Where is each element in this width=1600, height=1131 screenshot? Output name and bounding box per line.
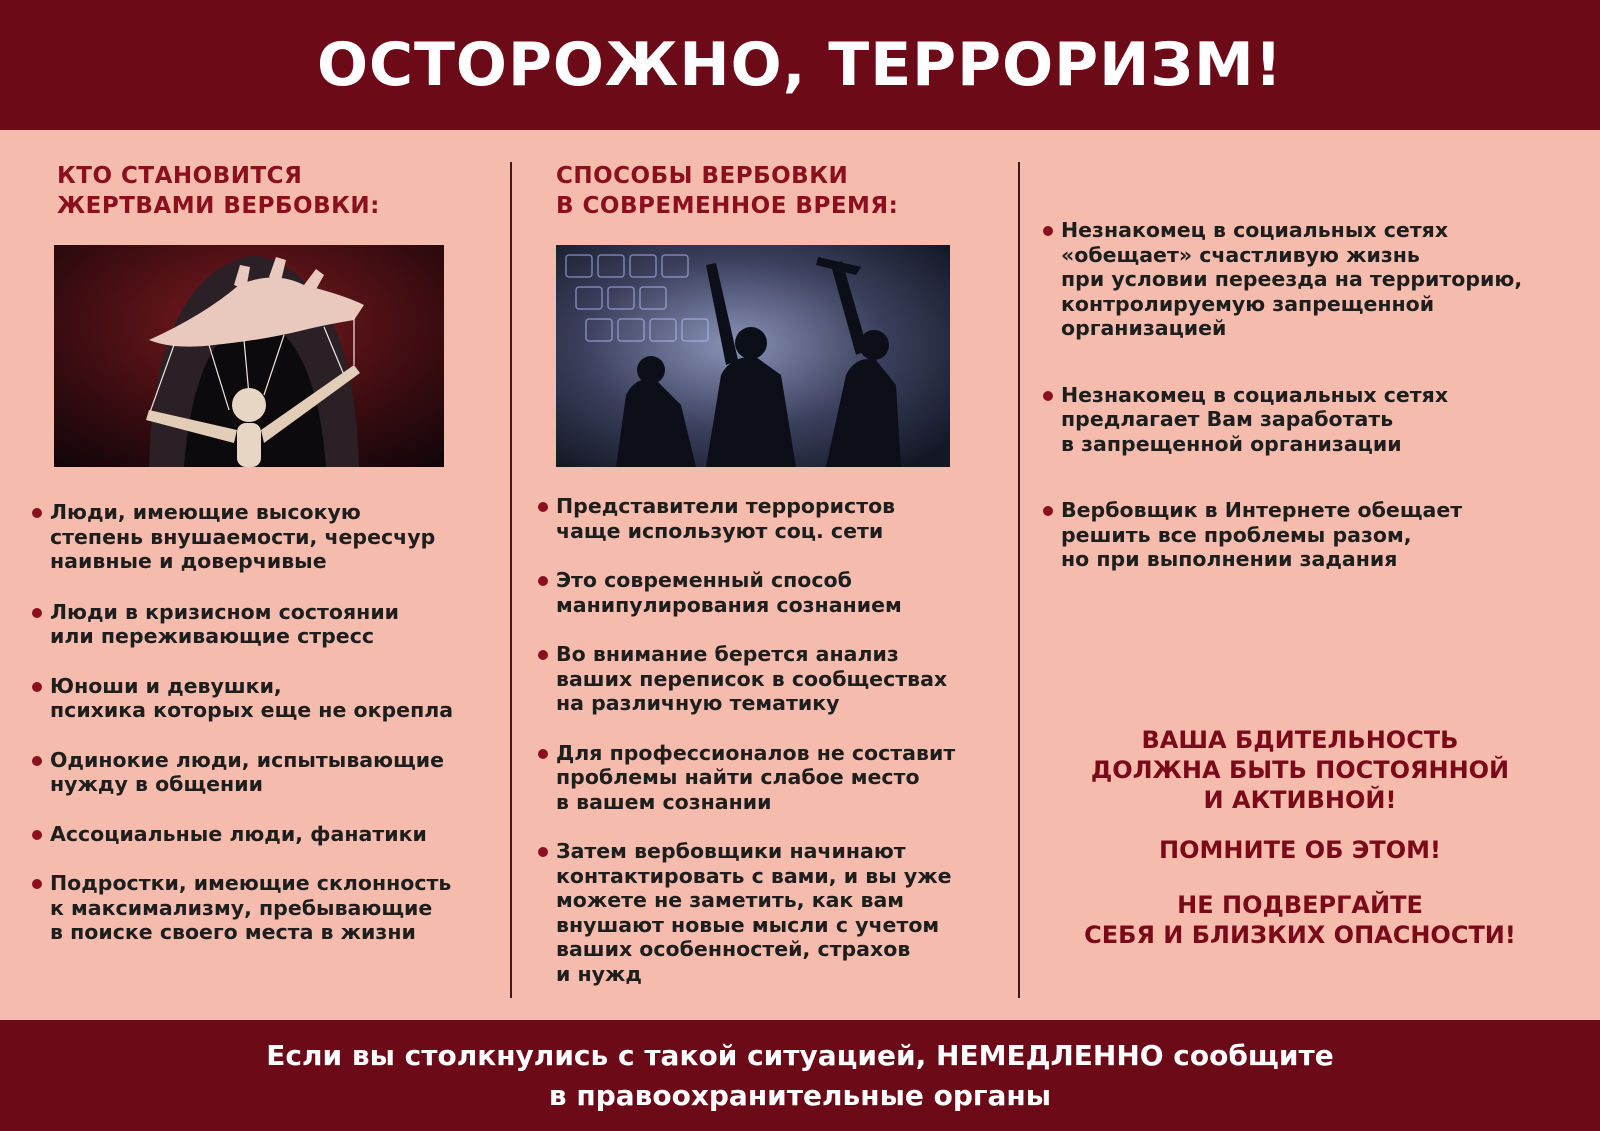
column-divider-left [510, 162, 512, 998]
list-item: Это современный способ манипулирования сознанием [538, 568, 1008, 617]
footer-line2: в правоохранительные органы [548, 1078, 1052, 1112]
col2-title-line1: СПОСОБЫ ВЕРБОВКИ [556, 163, 849, 189]
list-item: Незнакомец в социальных сетях предлагает Вам заработать в запрещенной организации [1043, 383, 1588, 457]
warning-line1: ВАША БДИТЕЛЬНОСТЬ [1141, 726, 1459, 754]
list-item: Для профессионалов не составит проблемы найти слабое место в вашем сознании [538, 741, 1008, 815]
list-item: Затем вербовщики начинают контактировать с вами, и вы уже можете не заметить, как вам внушают новые мысли с учетом ваших особенностей, страхов и нужд [538, 839, 1008, 986]
header-banner [0, 0, 1600, 130]
footer-banner [0, 1020, 1600, 1131]
col1-title-line2: ЖЕРТВАМИ ВЕРБОВКИ: [57, 193, 380, 219]
list-item: Подростки, имеющие склонность к максимализму, пребывающие в поиске своего места в жизни [32, 871, 507, 945]
puppet-master-image [54, 245, 444, 467]
col2-title-line2: В СОВРЕМЕННОЕ ВРЕМЯ: [556, 193, 899, 219]
col1-title [57, 161, 380, 221]
warning-line2: ДОЛЖНА БЫТЬ ПОСТОЯННОЙ [1090, 756, 1510, 784]
list-item: Одинокие люди, испытывающие нужду в общении [32, 748, 507, 797]
remember-text: ПОМНИТЕ ОБ ЭТОМ! [1159, 836, 1441, 864]
warning-line3: И АКТИВНОЙ! [1203, 786, 1397, 814]
danger-warning [1050, 890, 1550, 950]
list-item: Юноши и девушки, психика которых еще не окрепла [32, 674, 507, 723]
remember-notice [1050, 835, 1550, 865]
col1-title-line1: КТО СТАНОВИТСЯ [57, 163, 303, 189]
list-item: Люди, имеющие высокую степень внушаемости, чересчур наивные и доверчивые [32, 500, 507, 574]
danger-line1: НЕ ПОДВЕРГАЙТЕ [1177, 891, 1423, 919]
col2-bullet-list [538, 494, 1008, 986]
footer-line1: Если вы столкнулись с такой ситуацией, НЕМЕДЛЕННО сообщите [266, 1038, 1334, 1072]
list-item: Представители террористов чаще используют соц. сети [538, 494, 1008, 543]
col1-bullet-list [32, 500, 507, 945]
col2-title [556, 161, 898, 221]
list-item: Незнакомец в социальных сетях «обещает» счастливую жизнь при условии переезда на территорию, контролируемую запрещенной организацией [1043, 218, 1588, 341]
list-item: Ассоциальные люди, фанатики [32, 822, 507, 847]
list-item: Люди в кризисном состоянии или переживающие стресс [32, 600, 507, 649]
page-title: ОСТОРОЖНО, ТЕРРОРИЗМ! [316, 30, 1284, 100]
list-item: Во внимание берется анализ ваших переписок в сообществах на различную тематику [538, 642, 1008, 716]
keyboard-silhouettes-image [556, 245, 950, 467]
danger-line2: СЕБЯ И БЛИЗКИХ ОПАСНОСТИ! [1084, 921, 1516, 949]
list-item: Вербовщик в Интернете обещает решить все проблемы разом, но при выполнении задания [1043, 498, 1588, 572]
column-divider-right [1018, 162, 1020, 998]
vigilance-warning [1050, 725, 1550, 815]
col3-bullet-list [1043, 218, 1588, 572]
